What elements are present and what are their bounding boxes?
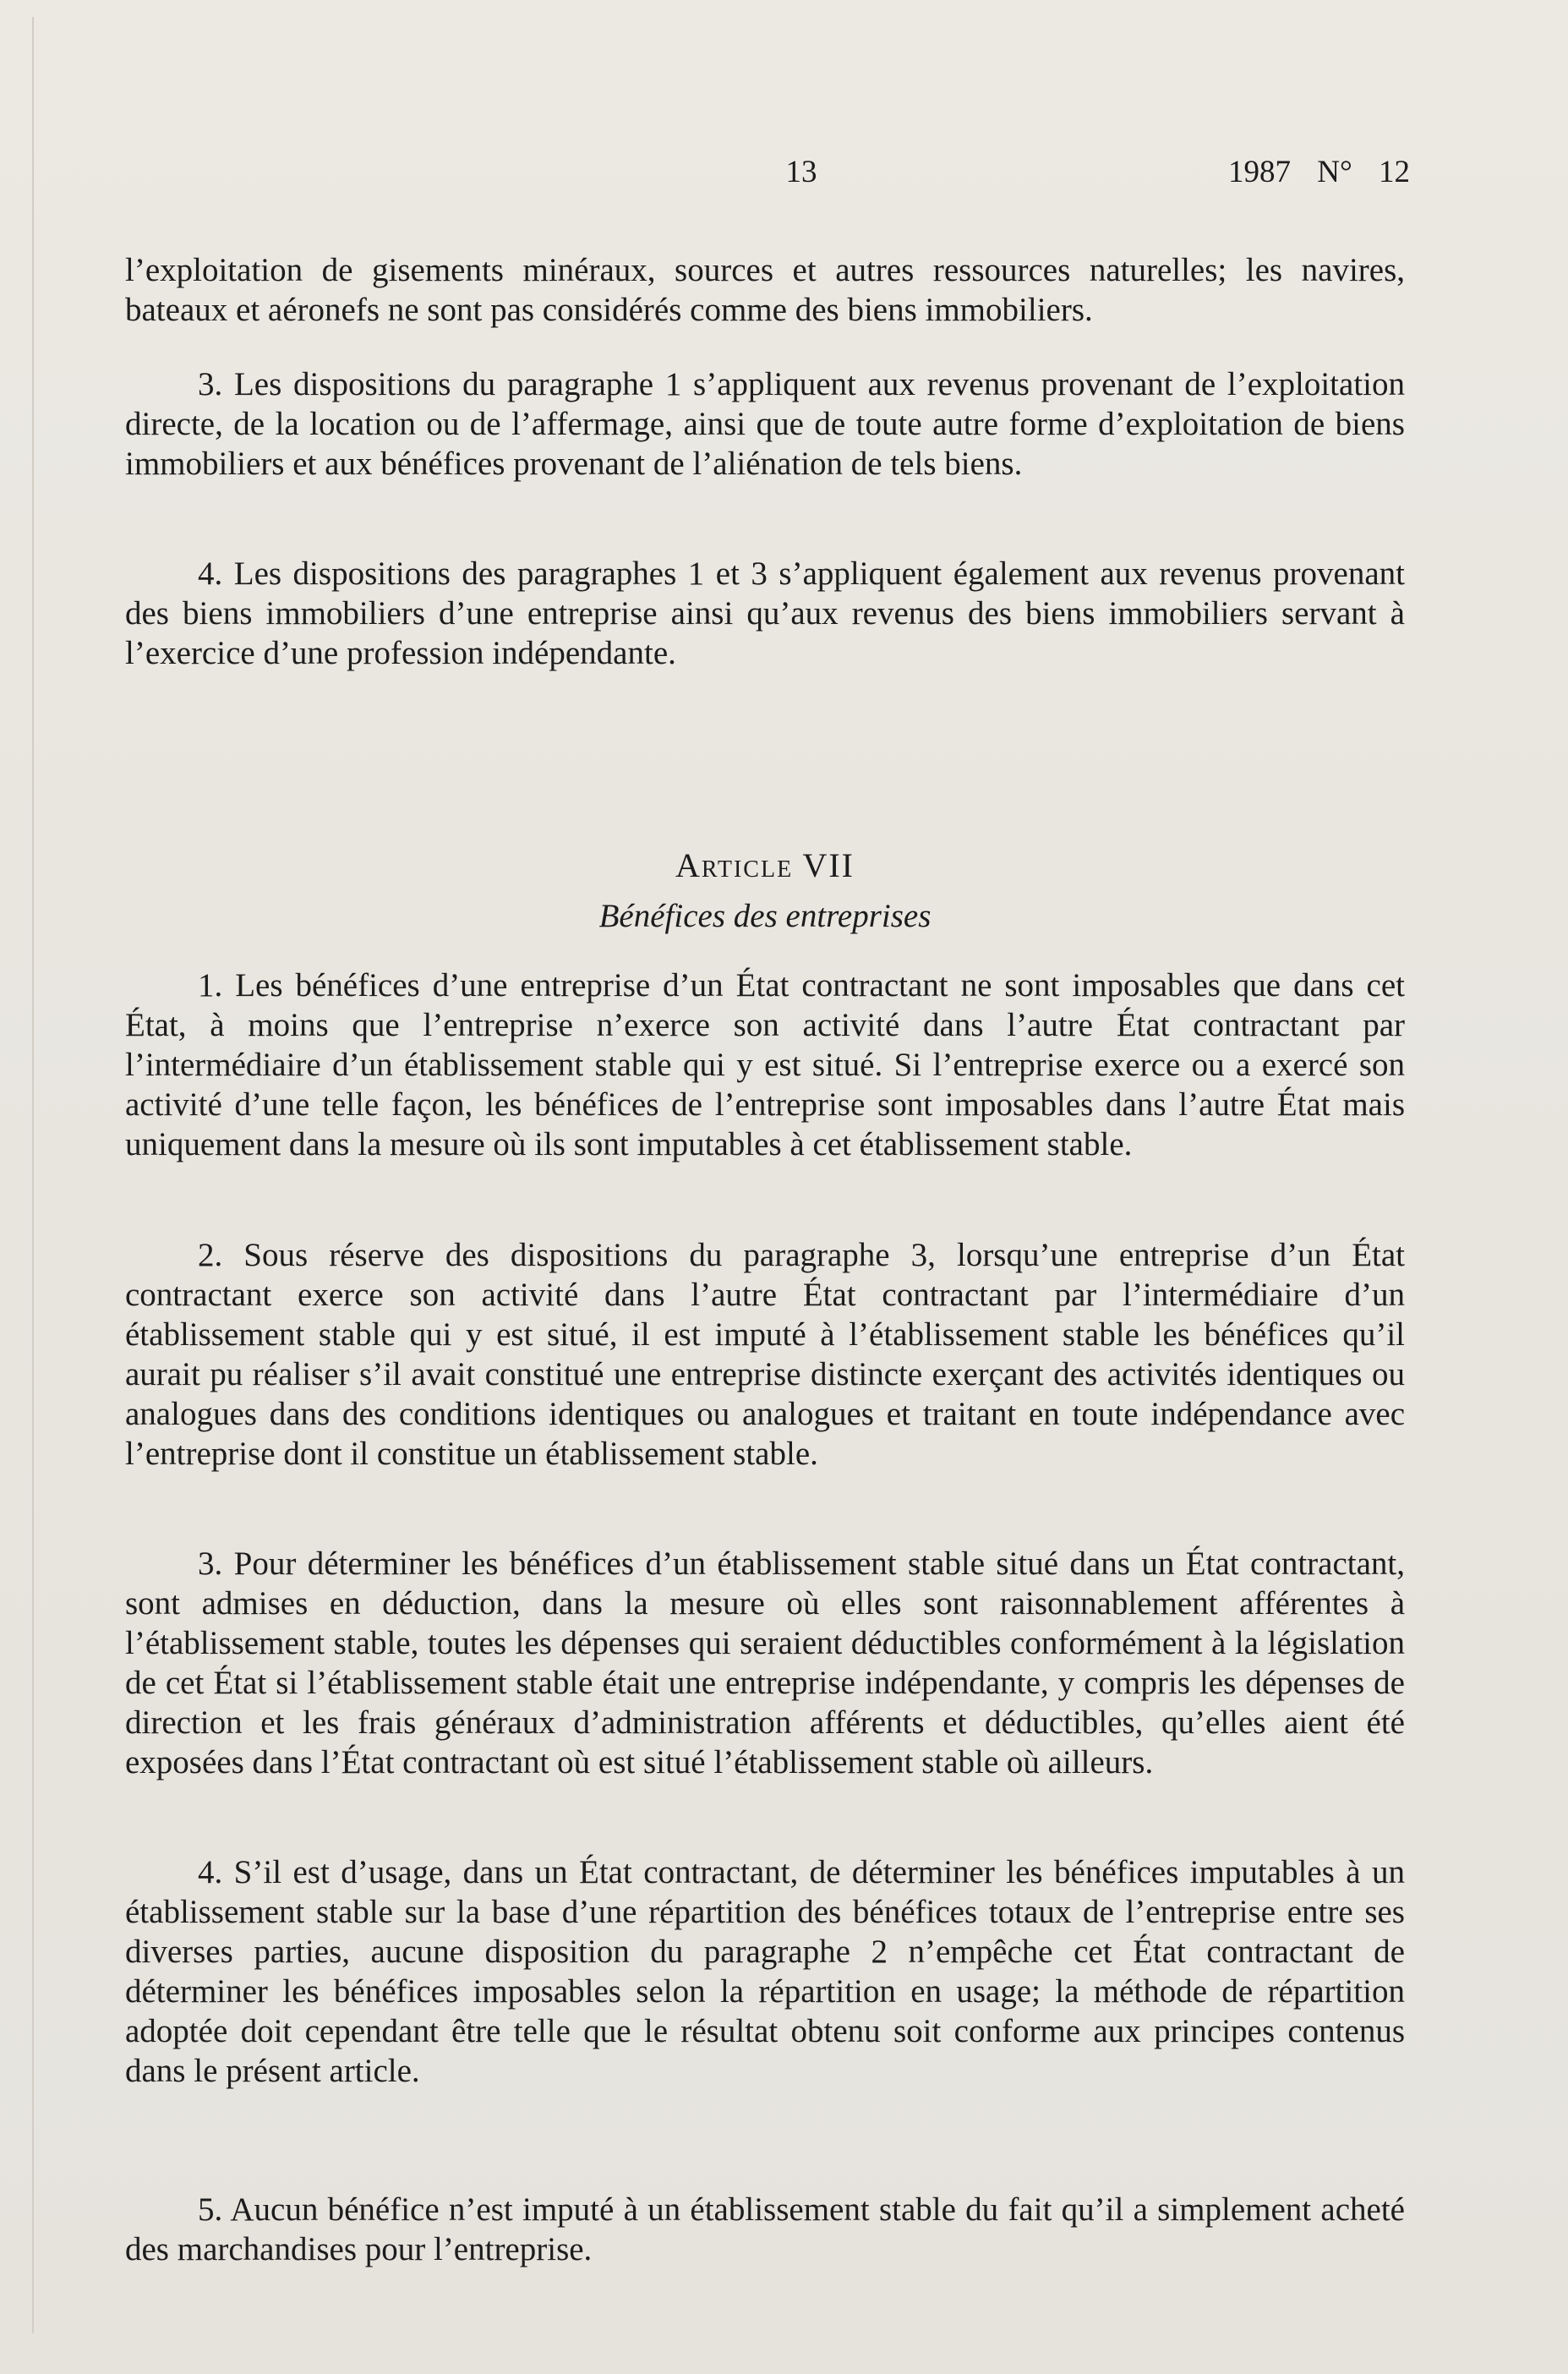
page-edge	[32, 17, 34, 2333]
article-paragraph-1: 1. Les bénéfices d’une entreprise d’un État contractant ne sont imposables que dans cet État, à moins que l’entreprise n’exerce son activité dans l’autre État contractant par l’intermédiaire d’un établissement stable qui y est situé. Si l’entreprise exerce ou a exercé son activité d’une telle façon, les bénéfices de l’entreprise sont imposables dans l’autre État mais uniquement dans la mesure où ils sont imputables à cet établissement stable.	[125, 967, 1405, 1162]
year-number: 1987 N° 12	[1227, 155, 1410, 189]
paragraph-4: 4. Les dispositions des paragraphes 1 et 3 s’appliquent également aux revenus provenant des biens immobiliers d’une entreprise ainsi qu’aux revenus des biens immobiliers servant à l’exercice d’une profession indépendante.	[125, 555, 1405, 671]
article-paragraph-3: 3. Pour déterminer les bénéfices d’un établissement stable situé dans un État contractant, sont admises en déduction, dans la mesure où elles sont raisonnablement afférentes à l’établissement stable, toutes les dépenses qui seraient déductibles conformément à la législation de cet État si l’établissement stable était une entreprise indépendante, y compris les dépenses de direction et les frais généraux d’administration afférents et déductibles, qu’elles aient été exposées dans l’État contractant où est situé l’établissement stable où ailleurs.	[125, 1545, 1405, 1780]
article-paragraph-4: 4. S’il est d’usage, dans un État contractant, de déterminer les bénéfices imputables à un établissement stable sur la base d’une répartition des bénéfices totaux de l’entreprise entre ses diverses parties, aucune disposition du paragraphe 2 n’empêche cet État contractant de déterminer les bénéfices imposables selon la répartition en usage; la méthode de répartition adoptée doit cependant être telle que le résultat obtenu soit conforme aux principes contenus dans le présent article.	[125, 1854, 1405, 2089]
article-paragraph-2: 2. Sous réserve des dispositions du paragraphe 3, lorsqu’une entreprise d’un État contractant exerce son activité dans l’autre État contractant par l’intermédiaire d’un établissement stable qui y est situé, il est imputé à l’établissement stable les bénéfices qu’il aurait pu réaliser s’il avait constitué une entreprise distincte exerçant des activités identiques ou analogues dans des conditions identiques ou analogues et traitant en toute indépendance avec l’entreprise dont il constitue un établissement stable.	[125, 1237, 1405, 1472]
article-title: Article VII	[675, 846, 855, 884]
paragraph-continuation: l’exploitation de gisements minéraux, sources et autres ressources naturelles; les navires, bateaux et aéronefs ne sont pas considérés comme des biens immobiliers.	[125, 252, 1405, 328]
article-paragraph-5: 5. Aucun bénéfice n’est imputé à un établissement stable du fait qu’il a simplement acheté des marchandises pour l’entreprise.	[125, 2191, 1405, 2267]
article-subtitle: Bénéfices des entreprises	[598, 898, 932, 934]
page-number: 13	[785, 155, 817, 189]
running-head	[125, 154, 1410, 196]
paragraph-3: 3. Les dispositions du paragraphe 1 s’appliquent aux revenus provenant de l’exploitation directe, de la location ou de l’affermage, ainsi que de toute autre forme d’exploitation de biens immobiliers et aux bénéfices provenant de l’aliénation de tels biens.	[125, 366, 1405, 482]
article-heading	[125, 845, 1405, 935]
